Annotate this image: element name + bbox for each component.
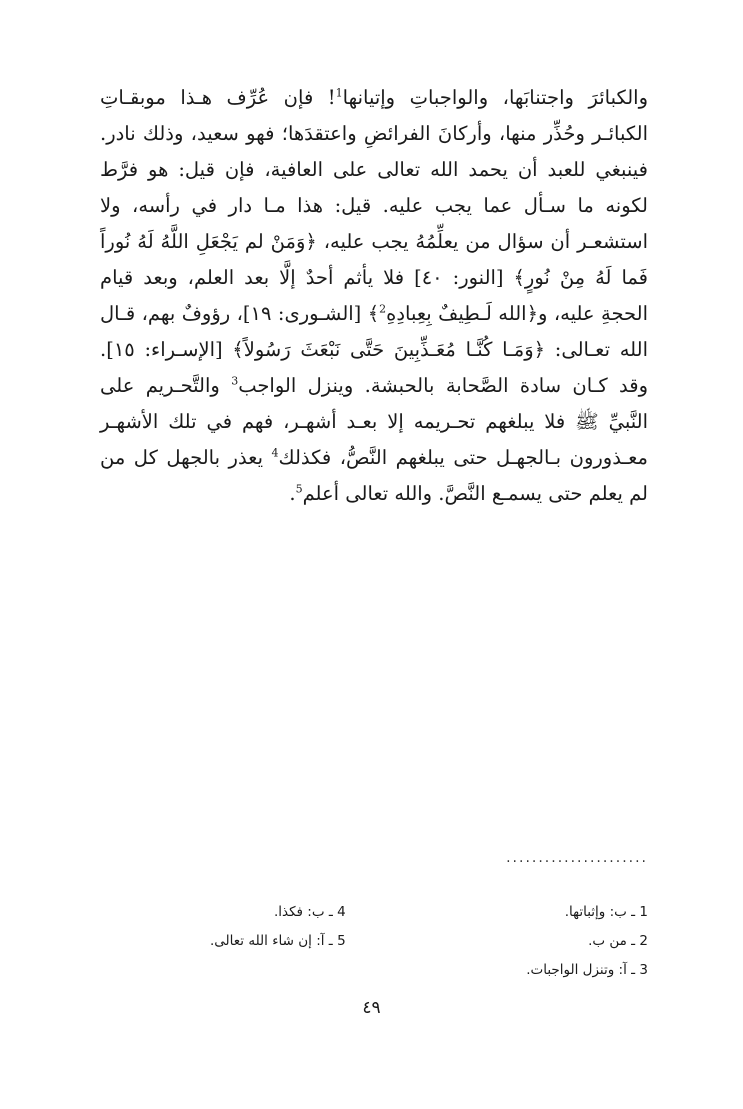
footnote-separator: ...................... [506, 850, 648, 866]
footnote-ref-4: 4 [271, 446, 279, 460]
footnote-4: 4 ـ ب: فكذا. [273, 904, 346, 920]
text-segment-4: والتَّحـريم على النَّبيِّ ﷺ فلا يبلغهم تحـريمه إلا بعـد أشهـر، فهم في تلك الأشهـر معـذورون بـالجهـل حتى يبلغهم النَّصُّ، فكذلك [100, 374, 648, 469]
footnote-ref-5: 5 [295, 482, 303, 496]
main-text-block [100, 80, 648, 512]
footnote-2: 2 ـ من ب. [588, 933, 648, 949]
text-segment-2: ! فإن عُرِّف هـذا موبقـاتِ الكبائـر وحُذِّر منها، وأركانَ الفرائضِ واعتقدَها؛ فهو سعيد، وذلك نادر. فينبغي للعبد أن يحمد الله تعالى على العافية، فإن قيل: هو فرَّط لكونه ما سـأل عما يجب عليه. قيل: هذا مـا دار في رأسه، ولا استشعـر أن سؤال من يعلِّمُهُ يجب عليه، ﴿وَمَنْ لم يَجْعَلِ اللَّهُ لَهُ نُوراً فَما لَهُ مِنْ نُورٍ﴾ [النور: ٤٠] فلا يأثم أحدٌ إلَّا بعد العلم، وبعد قيام الحجةِ عليه، و﴿الله لَـطِيفٌ بِعِبادِهِ [100, 86, 649, 325]
footnote-5: 5 ـ آ: إن شاء الله تعالى. [210, 933, 346, 949]
main-paragraph [100, 80, 648, 512]
text-segment-end: . [289, 482, 296, 505]
footnote-ref-2: 2 [379, 302, 387, 316]
footnote-ref-3: 3 [231, 374, 239, 388]
page-number: ٤٩ [362, 998, 381, 1018]
text-segment-1: والكبائرَ واجتنابَها، والواجباتِ وإتيانها [342, 86, 648, 109]
footnotes-column-left [210, 898, 346, 956]
footnotes-column-right [526, 898, 648, 985]
text-segment-3: ﴾ [الشـورى: ١٩]، رؤوفٌ بهم، قـال الله تعـالى: ﴿وَمَـا كُنَّـا مُعَـذِّبِينَ حَتَّى نَبْعَثَ رَسُولاً﴾ [الإسـراء: ١٥]. وقد كـان سادة الصَّحابة بالحبشة. وينزل الواجب [100, 302, 648, 397]
footnote-1: 1 ـ ب: وإثباتها. [564, 904, 648, 920]
footnote-ref-1: 1 [335, 86, 343, 100]
footnote-3: 3 ـ آ: وتنزل الواجبات. [526, 962, 648, 978]
text-segment-5: يعذر بالجهل كل من لم يعلم حتى يسمـع النَّصَّ. والله تعالى أعلم [100, 446, 648, 505]
